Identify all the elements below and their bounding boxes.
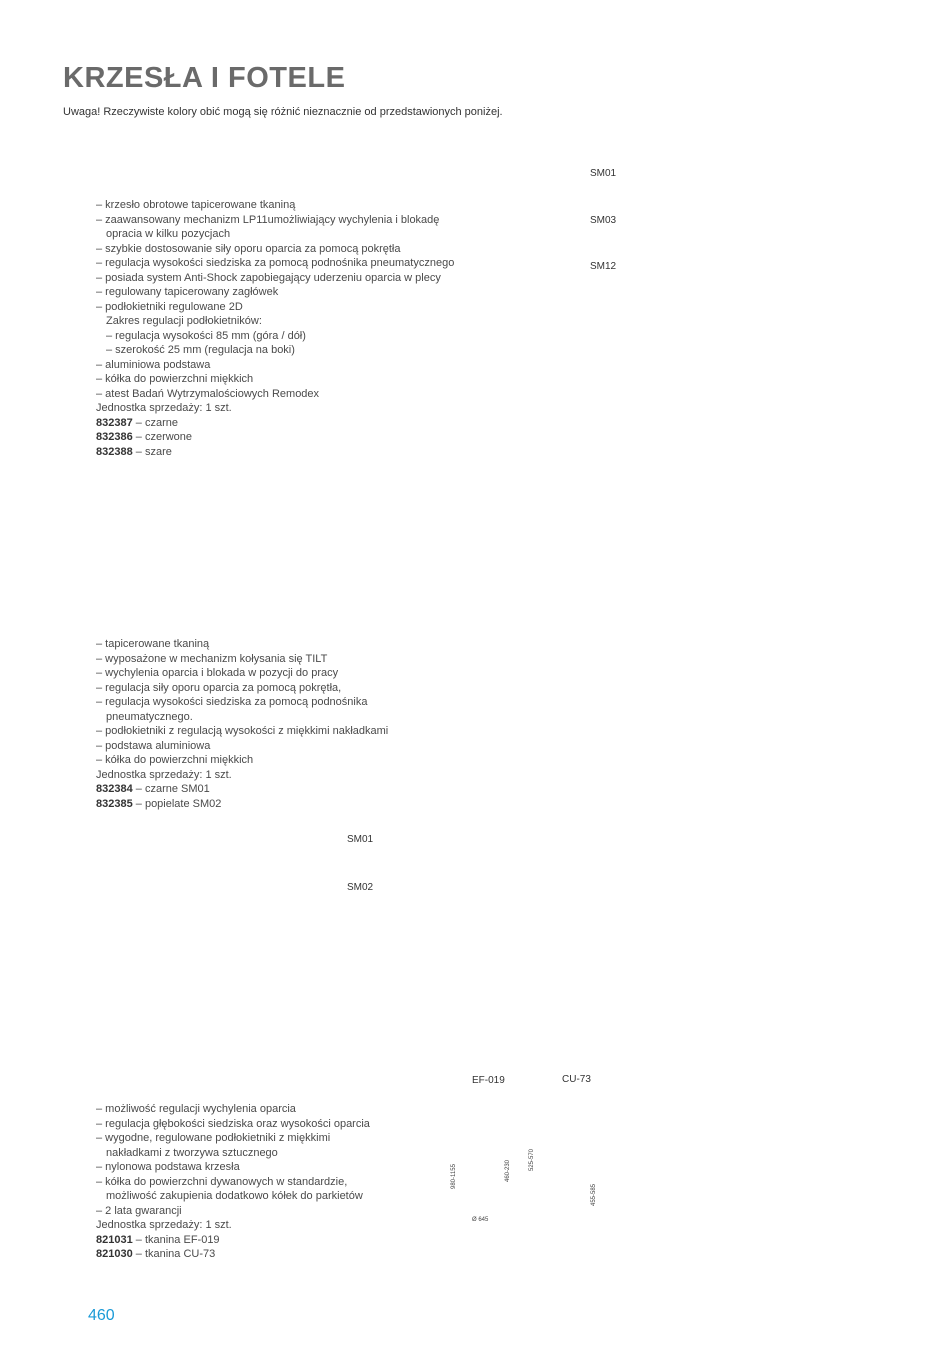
product-variant: – tkanina EF-019: [132, 1233, 220, 1246]
feature-line: – kółka do powierzchni miękkich: [96, 373, 254, 385]
feature-line: – podłokietniki regulowane 2D: [96, 300, 243, 313]
feature-line: – możliwość regulacji wychylenia oparcia: [96, 1103, 296, 1115]
feature-line: możliwość zakupienia dodatkowo kółek do parkietów: [106, 1190, 363, 1202]
feature-line: – kółka do powierzchni dywanowych w standardzie,: [96, 1175, 348, 1188]
swatch-label: SM01: [590, 168, 617, 179]
color-disclaimer: Uwaga! Rzeczywiste kolory obić mogą się różnić nieznacznie od przedstawionych poniżej.: [63, 106, 503, 118]
dimension-total-height: 980-1155: [451, 1164, 457, 1189]
product-code-row: [96, 416, 454, 431]
product-variant: – popielate SM02: [132, 797, 222, 810]
feature-line: – regulacja wysokości siedziska za pomocą podnośnika pneumatycznego: [96, 257, 455, 269]
product-variant: – szare: [132, 445, 172, 458]
product-variant: – czarne SM01: [132, 783, 210, 795]
swatch-label: SM12: [590, 261, 617, 272]
feature-line: – regulacja wysokości siedziska za pomocą podnośnika: [96, 696, 368, 708]
feature-line: – wygodne, regulowane podłokietniki z miękkimi: [96, 1132, 331, 1144]
product-code: 832385: [96, 797, 133, 810]
feature-line: – aluminiowa podstawa: [96, 358, 211, 371]
dimension-base-diameter: Ø 645: [472, 1217, 489, 1223]
product-code: 821030: [96, 1248, 133, 1260]
product-code-row: [96, 1233, 370, 1248]
product-code-row: [96, 445, 454, 460]
feature-line: opracia w kilku pozycjach: [106, 228, 231, 240]
dimension-seat-width: 455-585: [591, 1183, 597, 1206]
page-title: KRZESŁA I FOTELE: [63, 62, 346, 94]
page-number: 460: [88, 1307, 115, 1324]
feature-line: – podłokietniki z regulacją wysokości z miękkimi nakładkami: [96, 725, 389, 737]
feature-line: – podstawa aluminiowa: [96, 739, 211, 752]
sales-unit: Jednostka sprzedaży: 1 szt.: [96, 1219, 232, 1231]
feature-line: pneumatycznego.: [106, 710, 193, 723]
feature-line: – krzesło obrotowe tapicerowane tkaniną: [96, 199, 296, 211]
feature-line: – szybkie dostosowanie siły oporu oparcia za pomocą pokrętła: [96, 242, 401, 255]
feature-line: – regulowany tapicerowany zagłówek: [96, 286, 279, 298]
feature-line: Zakres regulacji podłokietników:: [106, 315, 262, 327]
feature-line: – regulacja wysokości 85 mm (góra / dół): [106, 329, 306, 342]
swatch-label: CU-73: [562, 1074, 591, 1085]
feature-line: – nylonowa podstawa krzesła: [96, 1161, 240, 1173]
product-3-description: [96, 1102, 370, 1262]
feature-line: – kółka do powierzchni miękkich: [96, 754, 254, 766]
product-variant: – tkanina CU-73: [132, 1248, 216, 1260]
product-1-description: [96, 198, 454, 459]
swatch-label: EF-019: [472, 1075, 505, 1086]
dimension-backrest: 525-570: [529, 1148, 535, 1171]
feature-line: nakładkami z tworzywa sztucznego: [106, 1146, 278, 1159]
feature-line: – szerokość 25 mm (regulacja na boki): [106, 344, 295, 356]
product-code: 832387: [96, 416, 133, 429]
product-code: 821031: [96, 1233, 133, 1246]
sales-unit: Jednostka sprzedaży: 1 szt.: [96, 402, 232, 414]
product-code-row: [96, 782, 388, 797]
product-2-description: [96, 637, 388, 811]
dimension-seat-height: 460-230: [505, 1159, 511, 1182]
product-code-row: [96, 1247, 370, 1262]
feature-line: – wyposażone w mechanizm kołysania się TILT: [96, 652, 328, 665]
feature-line: – wychylenia oparcia i blokada w pozycji do pracy: [96, 667, 339, 679]
swatch-label: SM02: [347, 882, 374, 893]
swatch-label: SM03: [590, 215, 617, 226]
swatch-label: SM01: [347, 834, 374, 845]
feature-line: – zaawansowany mechanizm LP11umożliwiający wychylenia i blokadę: [96, 213, 440, 226]
product-code-row: [96, 430, 454, 445]
sales-unit: Jednostka sprzedaży: 1 szt.: [96, 768, 232, 781]
product-code-row: [96, 797, 388, 812]
product-code: 832386: [96, 431, 133, 443]
product-code: 832384: [96, 783, 133, 795]
feature-line: – atest Badań Wytrzymalościowych Remodex: [96, 387, 320, 400]
feature-line: – regulacja głębokości siedziska oraz wysokości oparcia: [96, 1117, 370, 1130]
feature-line: – posiada system Anti-Shock zapobiegający uderzeniu oparcia w plecy: [96, 271, 441, 284]
product-variant: – czerwone: [132, 431, 193, 443]
product-code: 832388: [96, 445, 133, 458]
feature-line: – tapicerowane tkaniną: [96, 638, 210, 650]
product-variant: – czarne: [132, 416, 178, 429]
feature-line: – regulacja siły oporu oparcia za pomocą pokrętła,: [96, 681, 342, 694]
feature-line: – 2 lata gwarancji: [96, 1204, 182, 1217]
